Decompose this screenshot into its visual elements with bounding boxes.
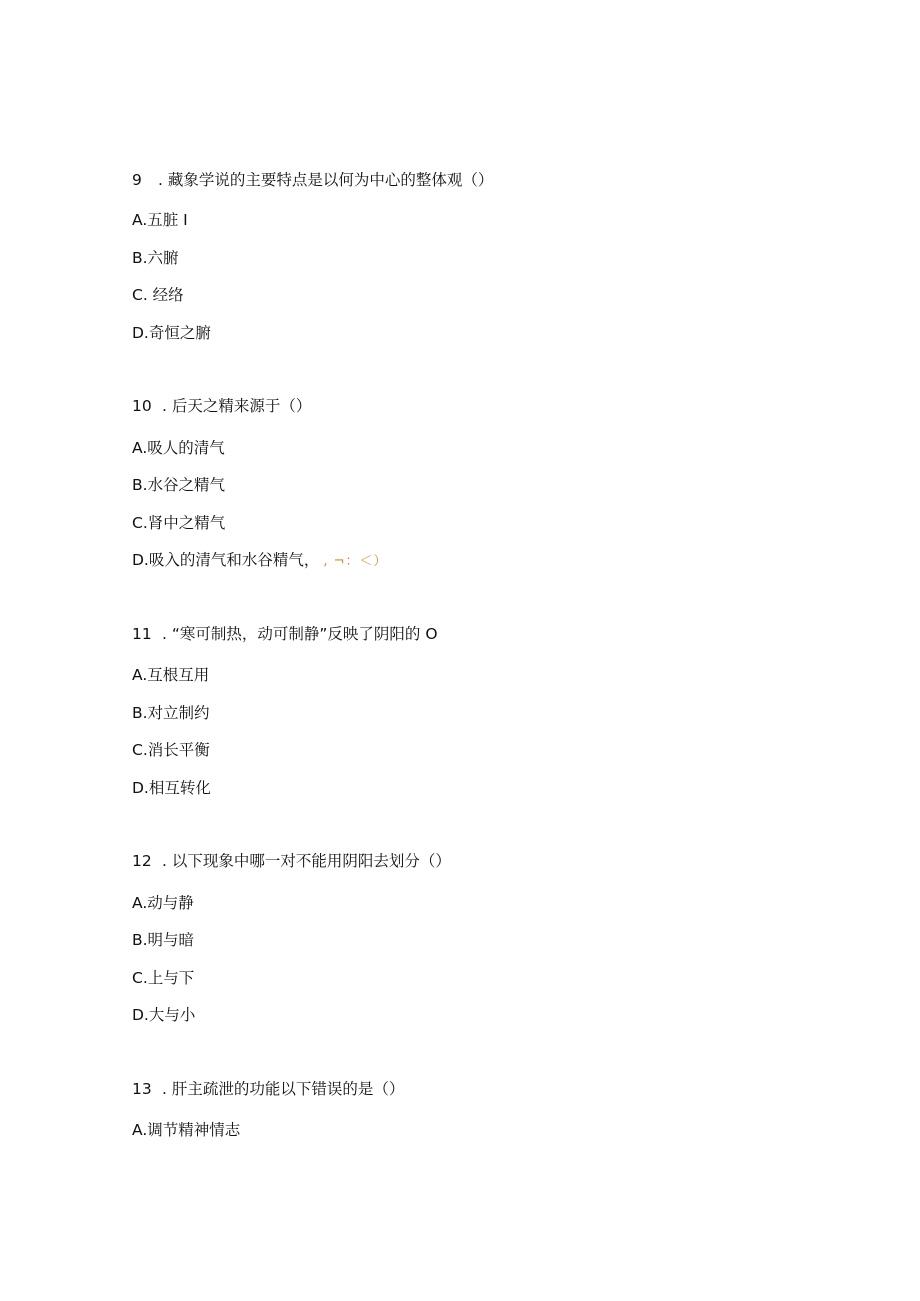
question-10	[132, 396, 311, 416]
stray-mark: , ¬：＜）	[323, 554, 388, 569]
option-d: D.相互转化	[132, 779, 211, 797]
option-c: C.肾中之精气	[132, 514, 226, 532]
question-text: . 肝主疏泄的功能以下错误的是（）	[162, 1080, 405, 1098]
question-11	[132, 624, 438, 644]
option-d: D.奇恒之腑	[132, 324, 211, 342]
option-a: A.动与静	[132, 894, 194, 912]
question-text: . 藏象学说的主要特点是以何为中心的整体观（）	[158, 171, 494, 189]
question-number: 10	[132, 397, 152, 415]
question-9	[132, 170, 493, 190]
question-13	[132, 1079, 404, 1099]
option-b: B.对立制约	[132, 704, 210, 722]
question-12	[132, 851, 451, 871]
option-b: B.水谷之精气	[132, 476, 226, 494]
option-c: C. 经络	[132, 286, 184, 304]
question-number: 9	[132, 171, 142, 189]
option-d: D.大与小	[132, 1006, 196, 1024]
option-c: C.消长平衡	[132, 741, 210, 759]
option-d-text: D.吸入的清气和水谷精气，	[132, 551, 320, 569]
question-text: . 后天之精来源于（）	[162, 397, 312, 415]
option-a: A.互根互用	[132, 666, 210, 684]
question-text: . 以下现象中哪一对不能用阴阳去划分（）	[162, 852, 451, 870]
option-b: B.明与暗	[132, 931, 195, 949]
question-number: 12	[132, 852, 152, 870]
question-text: . “寒可制热，动可制静”反映了阴阳的 O	[162, 625, 438, 643]
option-c: C.上与下	[132, 969, 195, 987]
option-a: A.吸人的清气	[132, 439, 225, 457]
option-a: A.调节精神情志	[132, 1121, 241, 1139]
question-number: 11	[132, 625, 152, 643]
option-b: B.六腑	[132, 249, 179, 267]
option-d	[132, 550, 388, 572]
question-number: 13	[132, 1080, 152, 1098]
option-a: A.五脏 I	[132, 211, 188, 229]
